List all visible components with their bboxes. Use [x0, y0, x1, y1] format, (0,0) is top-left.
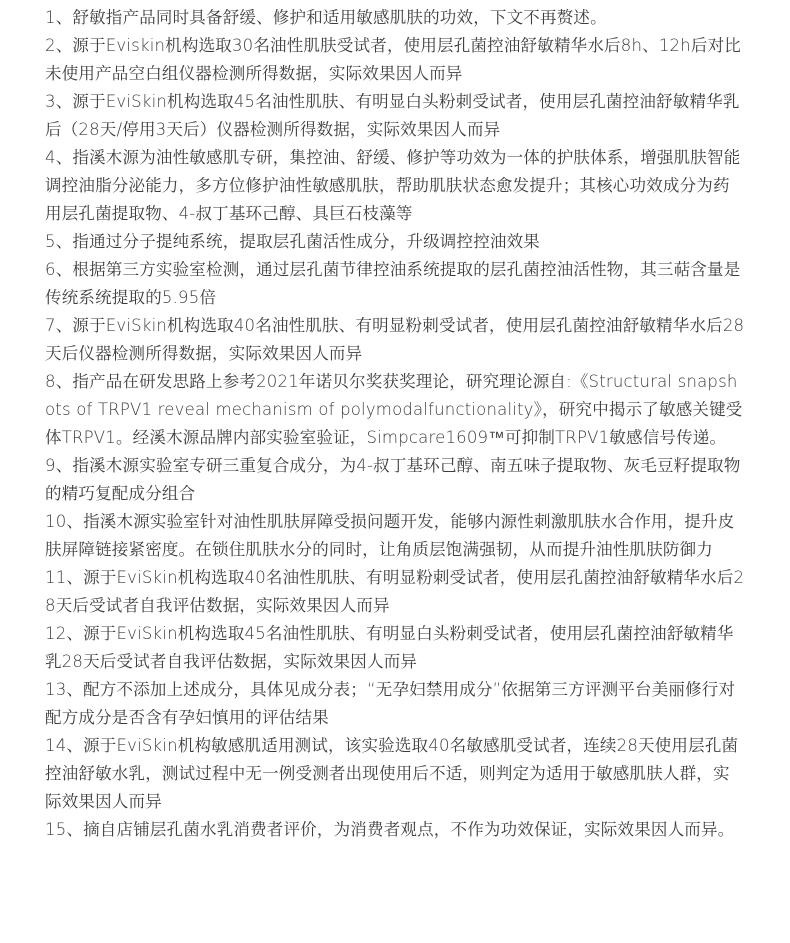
- footnote-9: 9、指溪木源实验室专研三重复合成分，为4-叔丁基环己醇、南五味子提取物、灰毛豆籽提取物的精巧复配成分组合: [45, 456, 741, 503]
- footnote-1: 1、舒敏指产品同时具备舒缓、修护和适用敏感肌肤的功效，下文不再赘述。: [45, 8, 607, 27]
- footnote-3: 3、源于EviSkin机构选取45名油性肌肤、有明显白头粉刺受试者，使用层孔菌控油舒敏精华乳后（28天/停用3天后）仪器检测所得数据，实际效果因人而异: [45, 92, 740, 139]
- footnote-11: 11、源于EviSkin机构选取40名油性肌肤、有明显粉刺受试者，使用层孔菌控油舒敏精华水后28天后受试者自我评估数据，实际效果因人而异: [45, 568, 745, 615]
- footnote-10: 10、指溪木源实验室针对油性肌肤屏障受损问题开发，能够内源性刺激肌肤水合作用，提升皮肤屏障链接紧密度。在锁住肌肤水分的同时，让角质层饱满强韧，从而提升油性肌肤防御力: [45, 512, 735, 559]
- footnote-8: 8、指产品在研发思路上参考2021年诺贝尔奖获奖理论，研究理论源自:《Structural snapshots of TRPV1 reveal mechanism of polymodalfunctionality》，研究中揭示了敏感关键受体TRPV1。经溪木源品牌内部实验室验证，Simpcare1609™可抑制TRPV1敏感信号传递。: [45, 372, 743, 447]
- footnote-4: 4、指溪木源为油性敏感肌专研，集控油、舒缓、修护等功效为一体的护肤体系，增强肌肤智能调控油脂分泌能力，多方位修护油性敏感肌肤，帮助肌肤状态愈发提升；其核心功效成分为药用层孔菌提取物、4-叔丁基环己醇、具巨石枝藻等: [45, 148, 741, 223]
- footnote-12: 12、源于EviSkin机构选取45名油性肌肤、有明显白头粉刺受试者，使用层孔菌控油舒敏精华乳28天后受试者自我评估数据，实际效果因人而异: [45, 624, 734, 671]
- footnote-list: [45, 4, 745, 844]
- footnote-5: 5、指通过分子提纯系统，提取层孔菌活性成分，升级调控控油效果: [45, 232, 540, 251]
- footnote-15: 15、摘自店铺层孔菌水乳消费者评价，为消费者观点，不作为功效保证，实际效果因人而异。: [45, 820, 735, 839]
- footnote-6: 6、根据第三方实验室检测，通过层孔菌节律控油系统提取的层孔菌控油活性物，其三萜含量是传统系统提取的5.95倍: [45, 260, 741, 307]
- footnote-14: 14、源于EviSkin机构敏感肌适用测试，该实验选取40名敏感肌受试者，连续28天使用层孔菌控油舒敏水乳，测试过程中无一例受测者出现使用后不适，则判定为适用于敏感肌肤人群，实际效果因人而异: [45, 736, 739, 811]
- footnote-13: 13、配方不添加上述成分，具体见成分表；“无孕妇禁用成分”依据第三方评测平台美丽修行对配方成分是否含有孕妇慎用的评估结果: [45, 680, 736, 727]
- footnote-2: 2、源于Eviskin机构选取30名油性肌肤受试者，使用层孔菌控油舒敏精华水后8h、12h后对比未使用产品空白组仪器检测所得数据，实际效果因人而异: [45, 36, 741, 83]
- footnote-7: 7、源于EviSkin机构选取40名油性肌肤、有明显粉刺受试者，使用层孔菌控油舒敏精华水后28天后仪器检测所得数据，实际效果因人而异: [45, 316, 745, 363]
